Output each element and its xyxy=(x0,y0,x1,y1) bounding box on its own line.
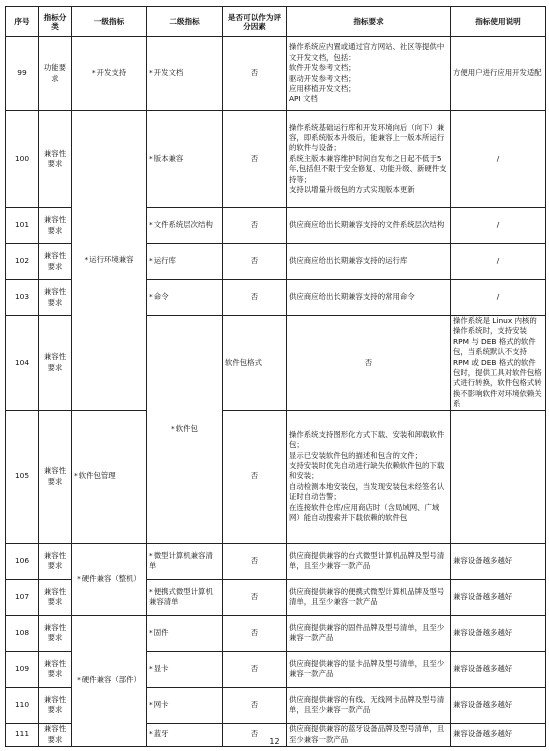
level2-indicator xyxy=(147,579,223,615)
row-number: 105 xyxy=(6,410,39,543)
level2-label: 网卡 xyxy=(153,699,169,709)
usage-note: / xyxy=(451,111,546,208)
level1-indicator xyxy=(72,111,147,411)
row-category: 兼容性要求 xyxy=(39,579,72,615)
row-category: 兼容性要求 xyxy=(39,543,72,579)
page-number: 12 xyxy=(269,737,280,746)
requirement-line: 软件开发参考文档； xyxy=(289,63,356,73)
level2-indicator xyxy=(147,651,223,687)
usage-note: 兼容设备越多越好 xyxy=(451,579,546,615)
usage-note: 方便用户进行应用开发适配 xyxy=(451,37,546,111)
required-star: * xyxy=(149,699,153,709)
level2-label: 软件包格式 xyxy=(225,357,262,367)
table-row xyxy=(6,615,546,651)
level1-label: 硬件兼容（部件） xyxy=(81,675,141,685)
requirement-line: 操作系统应内置或通过官方网站、社区等提供中文开发文档，包括： xyxy=(289,42,445,62)
requirement-line: 操作系统是 Linux 内核的操作系统时，支持安装 RPM 与 DEB 格式的软件包，当系统默认不支持 RPM 或 DEB 格式的软件包时，提供工具对软件包格式进行转换，软件包格式转换不影响软件对环境依赖关系 xyxy=(453,316,542,409)
scoring-factor: 否 xyxy=(223,208,287,244)
requirement-line: 在连接软件仓库/应用商店时（含局域网、广域网）能自动搜索并下载依赖的软件包 xyxy=(289,502,440,523)
spec-table xyxy=(5,6,546,747)
usage-note: 兼容设备越多越好 xyxy=(451,651,546,687)
header-row xyxy=(6,7,546,37)
requirement-text xyxy=(287,244,451,280)
level2-label: 运行库 xyxy=(153,256,176,266)
level1-label: 运行环境兼容 xyxy=(89,255,134,265)
scoring-factor: 否 xyxy=(223,543,287,579)
requirement-line: 系统主版本兼容维护时间自发布之日起不低于5年,包括但不限于安全修复、功能升级、新硬件支持等； xyxy=(289,153,447,184)
level2-indicator xyxy=(147,280,223,316)
requirement-text xyxy=(287,111,451,208)
required-star: * xyxy=(149,627,153,637)
level2-label: 文件系统层次结构 xyxy=(153,220,213,230)
scoring-factor: 否 xyxy=(223,687,287,723)
scoring-factor: 否 xyxy=(223,651,287,687)
requirement-line: 供应商提供兼容的蓝牙设备品牌及型号清单，且至少兼容一款产品 xyxy=(289,724,445,744)
header-usage-note: 指标使用说明 xyxy=(451,7,546,37)
header-level1: 一级指标 xyxy=(72,7,147,37)
requirement-text xyxy=(451,316,546,411)
row-number: 108 xyxy=(6,615,39,651)
requirement-line: 驱动开发参考文档； xyxy=(289,73,356,83)
usage-note: 兼容设备越多越好 xyxy=(451,723,546,746)
level1-label: 开发支持 xyxy=(96,68,127,78)
row-category: 兼容性要求 xyxy=(39,651,72,687)
requirement-text xyxy=(287,37,451,111)
requirement-line: 显示已安装软件包的描述和包含的文件； xyxy=(289,450,423,460)
requirement-line: 支持以增量升级包的方式实现版本更新 xyxy=(289,185,415,195)
requirement-line: 供应商提供兼容的有线、无线网卡品牌及型号清单，且至少兼容一款产品 xyxy=(289,694,445,715)
required-star: * xyxy=(149,153,153,163)
requirement-line: 应用移植开发文档； xyxy=(289,83,356,93)
level2-indicator xyxy=(147,208,223,244)
usage-note: 兼容设备越多越好 xyxy=(451,687,546,723)
required-star: * xyxy=(149,68,153,78)
row-number: 106 xyxy=(6,543,39,579)
level2-indicator xyxy=(147,111,223,208)
row-number: 110 xyxy=(6,687,39,723)
requirement-line: 供应商提供兼容的固件品牌及型号清单，且至少兼容一款产品 xyxy=(289,622,445,643)
level1-indicator xyxy=(72,543,147,615)
level2-label: 软件包管理 xyxy=(78,471,116,481)
level2-indicator xyxy=(223,316,287,411)
requirement-text xyxy=(287,280,451,316)
requirement-text xyxy=(287,579,451,615)
required-star: * xyxy=(149,586,153,596)
requirement-line: 操作系统支持图形化方式下载、安装和卸载软件包； xyxy=(289,429,445,450)
row-category: 兼容性要求 xyxy=(39,615,72,651)
requirement-line: 供应商应给出长期兼容支持的运行库 xyxy=(289,256,408,266)
required-star: * xyxy=(74,471,78,481)
table-row xyxy=(6,37,546,111)
required-star: * xyxy=(91,68,96,78)
level1-indicator xyxy=(147,316,223,544)
table-row xyxy=(6,111,546,208)
row-number: 100 xyxy=(6,111,39,208)
scoring-factor: 否 xyxy=(223,410,287,543)
usage-note xyxy=(451,410,546,543)
requirement-line: 支持安装时优先自动进行缺失依赖软件包的下载和安装； xyxy=(289,461,445,481)
scoring-factor: 否 xyxy=(223,244,287,280)
requirement-text xyxy=(287,543,451,579)
header-scoring: 是否可以作为评分因素 xyxy=(223,7,287,37)
required-star: * xyxy=(77,675,81,685)
level2-indicator xyxy=(72,410,147,543)
row-number: 109 xyxy=(6,651,39,687)
usage-note: 兼容设备越多越好 xyxy=(451,615,546,651)
required-star: * xyxy=(84,255,89,265)
row-category: 兼容性要求 xyxy=(39,316,72,411)
table-row xyxy=(6,543,546,579)
usage-note: / xyxy=(451,280,546,316)
level1-indicator xyxy=(72,37,147,111)
row-category: 兼容性要求 xyxy=(39,280,72,316)
row-category: 兼容性要求 xyxy=(39,687,72,723)
row-number: 103 xyxy=(6,280,39,316)
level2-label: 蓝牙 xyxy=(153,729,169,739)
row-category: 兼容性要求 xyxy=(39,410,72,543)
requirement-line: 供应商应给出长期兼容支持的常用命令 xyxy=(289,292,415,302)
required-star: * xyxy=(149,220,153,230)
row-category: 功能要求 xyxy=(39,37,72,111)
level2-label: 开发文档 xyxy=(153,68,184,78)
row-number: 107 xyxy=(6,579,39,615)
level2-indicator xyxy=(147,37,223,111)
usage-note: / xyxy=(451,244,546,280)
row-category: 兼容性要求 xyxy=(39,244,72,280)
requirement-line: 供应商提供兼容的便携式微型计算机品牌及型号清单，且至少兼容一款产品 xyxy=(289,586,445,607)
required-star: * xyxy=(149,550,153,560)
scoring-factor: 否 xyxy=(223,111,287,208)
required-star: * xyxy=(149,292,153,302)
level2-indicator xyxy=(147,615,223,651)
requirement-line: 操作系统基础运行库和开发环境向后（向下）兼容，即系统版本升级后，能兼容上一版本所运行的软件与设备； xyxy=(289,122,445,153)
required-star: * xyxy=(171,424,175,434)
level1-indicator xyxy=(72,615,147,746)
row-category: 兼容性要求 xyxy=(39,111,72,208)
header-requirement: 指标要求 xyxy=(287,7,451,37)
level2-indicator xyxy=(147,244,223,280)
level2-label: 微型计算机兼容清单 xyxy=(149,550,213,571)
header-level2: 二级指标 xyxy=(147,7,223,37)
row-number: 104 xyxy=(6,316,39,411)
required-star: * xyxy=(149,729,153,739)
scoring-factor: 否 xyxy=(287,316,451,411)
row-number: 102 xyxy=(6,244,39,280)
scoring-factor: 否 xyxy=(223,723,287,746)
requirement-line: API 文档 xyxy=(289,94,318,104)
level2-indicator xyxy=(147,687,223,723)
scoring-factor: 否 xyxy=(223,615,287,651)
requirement-line: 自动检测本地安装包，当发现安装包未经签名认证时自动告警； xyxy=(289,481,445,502)
requirement-text xyxy=(287,208,451,244)
header-category: 指标分类 xyxy=(39,7,72,37)
level1-label: 硬件兼容（整机） xyxy=(81,573,141,583)
row-number: 99 xyxy=(6,37,39,111)
level2-label: 命令 xyxy=(153,292,169,302)
requirement-text xyxy=(287,410,451,543)
row-category: 兼容性要求 xyxy=(39,723,72,746)
row-number: 101 xyxy=(6,208,39,244)
requirement-text xyxy=(287,651,451,687)
requirement-line: 供应商应给出长期兼容支持的文件系统层次结构 xyxy=(289,220,445,230)
row-number: 111 xyxy=(6,723,39,746)
usage-note: / xyxy=(451,208,546,244)
scoring-factor: 否 xyxy=(223,37,287,111)
table-row xyxy=(6,410,546,543)
requirement-text xyxy=(287,615,451,651)
row-category: 兼容性要求 xyxy=(39,208,72,244)
required-star: * xyxy=(149,663,153,673)
requirement-line: 供应商提供兼容的显卡品牌及型号清单，且至少兼容一款产品 xyxy=(289,658,445,679)
level2-label: 版本兼容 xyxy=(153,153,184,163)
level2-indicator xyxy=(147,543,223,579)
header-no: 序号 xyxy=(6,7,39,37)
required-star: * xyxy=(149,256,153,266)
requirement-text xyxy=(287,687,451,723)
required-star: * xyxy=(77,573,81,583)
scoring-factor: 否 xyxy=(223,280,287,316)
level2-label: 便携式微型计算机兼容清单 xyxy=(149,586,213,607)
level2-label: 固件 xyxy=(153,627,169,637)
usage-note: 兼容设备越多越好 xyxy=(451,543,546,579)
requirement-line: 供应商提供兼容的台式微型计算机品牌及型号清单，且至少兼容一款产品 xyxy=(289,550,445,571)
level2-label: 显卡 xyxy=(153,663,169,673)
level1-label: 软件包 xyxy=(175,424,198,434)
scoring-factor: 否 xyxy=(223,579,287,615)
